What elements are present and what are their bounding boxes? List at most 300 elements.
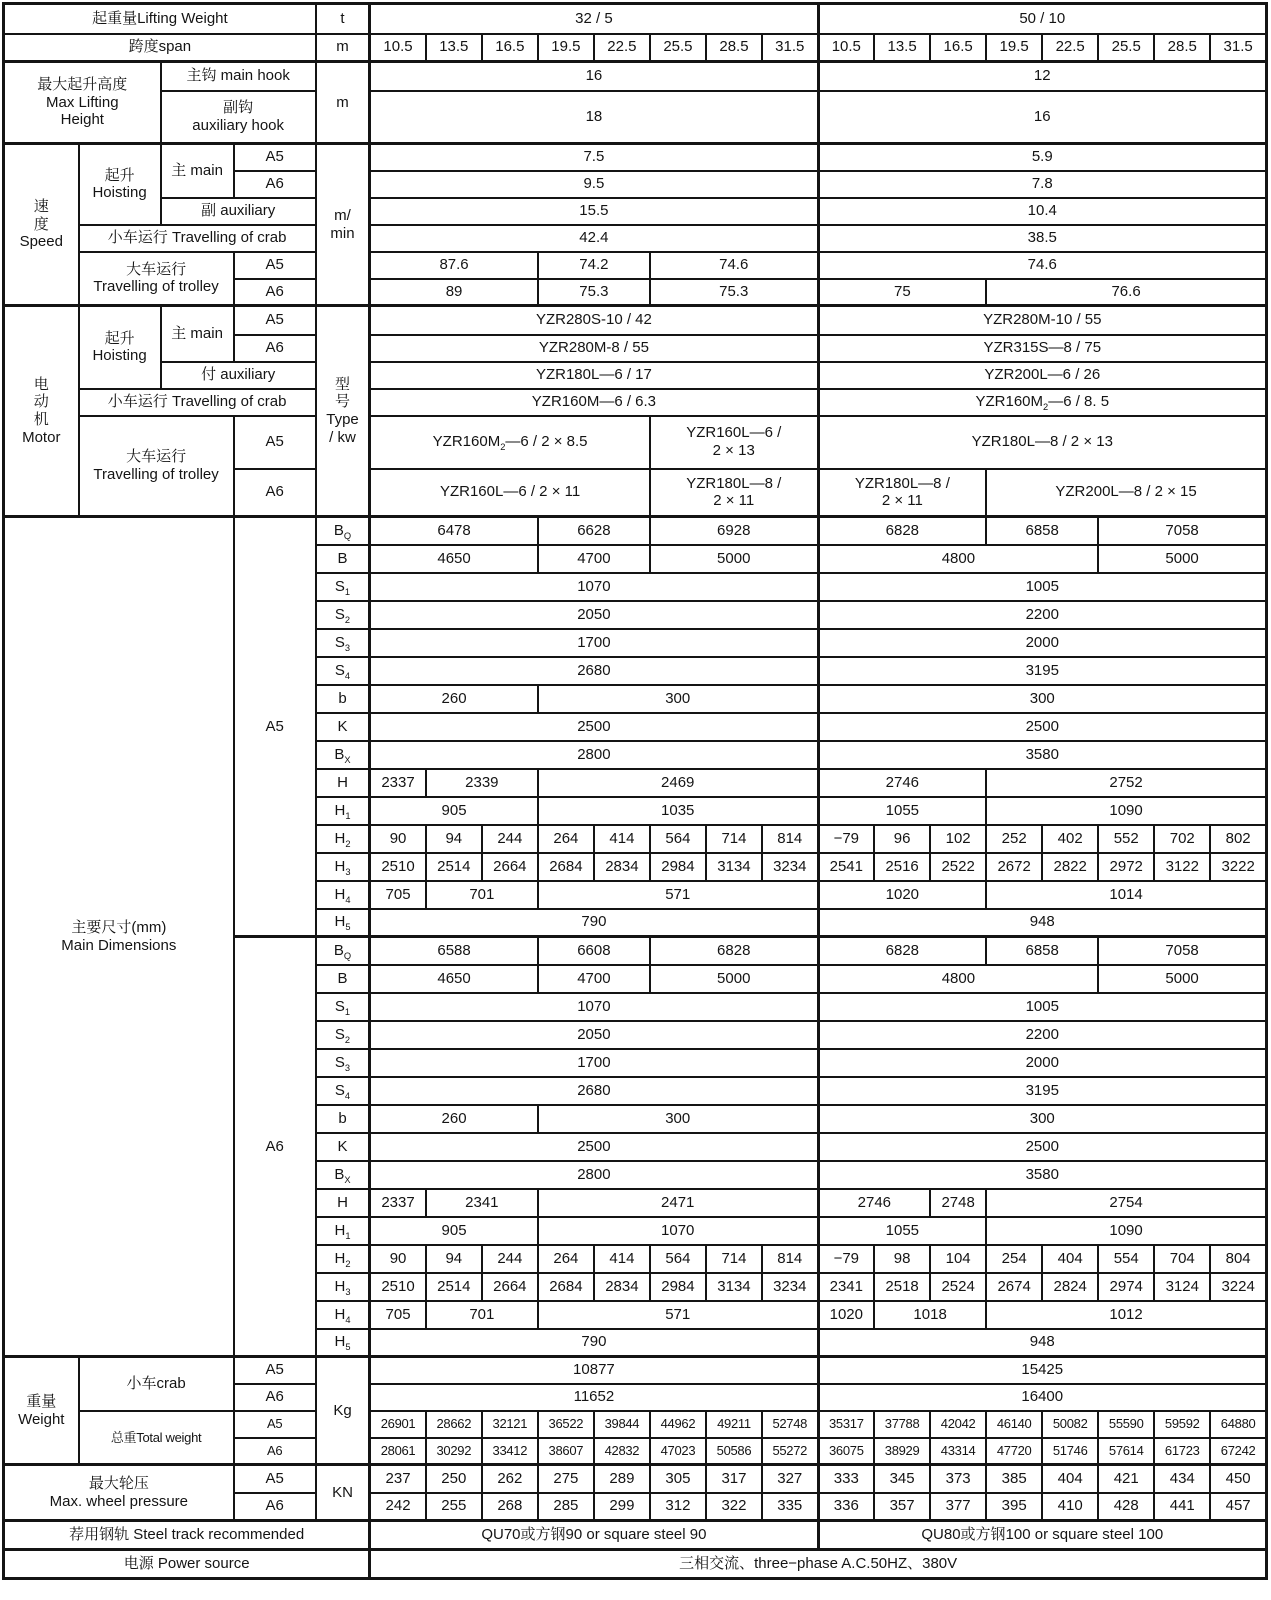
value-cell: 552 (1098, 825, 1154, 853)
value-cell: 2337 (370, 769, 426, 797)
span-value: 25.5 (650, 34, 706, 62)
value-cell: 2050 (370, 1021, 818, 1049)
param-label: $H_4$ (316, 881, 370, 909)
value-cell: 714 (706, 825, 762, 853)
value-cell: 12 (818, 62, 1266, 91)
value-cell: 2664 (482, 1273, 538, 1301)
value-cell: 260 (370, 685, 538, 713)
value-cell: 6858 (986, 517, 1098, 545)
value-cell: 7058 (1098, 517, 1266, 545)
value-cell: 2516 (874, 853, 930, 881)
value-cell: 333 (818, 1465, 874, 1493)
value-cell: $YZR160M_2—6 / 2 \times 8.5$ (370, 416, 650, 469)
param-label: $S_4$ (316, 1077, 370, 1105)
value-cell: 30292 (426, 1438, 482, 1465)
value-cell: 244 (482, 1245, 538, 1273)
value-cell: 6858 (986, 937, 1098, 965)
value-cell: 35317 (818, 1411, 874, 1438)
value-cell: 26901 (370, 1411, 426, 1438)
value-cell: −79 (818, 825, 874, 853)
value-cell: 94 (426, 825, 482, 853)
value-cell: 357 (874, 1493, 930, 1521)
value-cell: 2684 (538, 1273, 594, 1301)
value-cell: 1018 (874, 1301, 986, 1329)
value-cell: 5000 (650, 965, 818, 993)
value-cell: 1090 (986, 797, 1266, 825)
param-label: $S_1$ (316, 573, 370, 601)
value-cell: 5000 (1098, 545, 1266, 573)
param-label: $H_2$ (316, 825, 370, 853)
value-cell: 564 (650, 825, 706, 853)
value-cell: 705 (370, 881, 426, 909)
value-cell: 260 (370, 1105, 538, 1133)
value-cell: 317 (706, 1465, 762, 1493)
grade-a6: A6 (234, 1438, 316, 1465)
value-cell: 385 (986, 1465, 1042, 1493)
span-value: 19.5 (538, 34, 594, 62)
span-value: 16.5 (930, 34, 986, 62)
span-value: 19.5 (986, 34, 1042, 62)
value-cell: 87.6 (370, 252, 538, 279)
value-cell: 2469 (538, 769, 818, 797)
value-cell: 3580 (818, 1161, 1266, 1189)
grade-a6: A6 (234, 469, 316, 517)
span-value: 28.5 (1154, 34, 1210, 62)
value-cell: 2680 (370, 657, 818, 685)
value-cell: 16400 (818, 1384, 1266, 1411)
value-cell: 554 (1098, 1245, 1154, 1273)
value-cell: 441 (1154, 1493, 1210, 1521)
value-cell: 5.9 (818, 144, 1266, 171)
value-cell: 262 (482, 1465, 538, 1493)
value-cell: 64880 (1210, 1411, 1266, 1438)
span-value: 13.5 (426, 34, 482, 62)
value-cell: 2337 (370, 1189, 426, 1217)
value-cell: 2984 (650, 1273, 706, 1301)
value-cell: 289 (594, 1465, 650, 1493)
span-value: 31.5 (762, 34, 818, 62)
value-cell: 4700 (538, 545, 650, 573)
value-cell: 1012 (986, 1301, 1266, 1329)
value-cell: 336 (818, 1493, 874, 1521)
value-cell: 4800 (818, 545, 1098, 573)
param-label: $S_1$ (316, 993, 370, 1021)
spec-table (2, 2, 1268, 1580)
value-cell: 36075 (818, 1438, 874, 1465)
value-cell: 1070 (538, 1217, 818, 1245)
value-cell: YZR200L—8 / 2 × 15 (986, 469, 1266, 517)
value-cell: 571 (538, 1301, 818, 1329)
value-cell: 42832 (594, 1438, 650, 1465)
value-cell: 5000 (1098, 965, 1266, 993)
value-cell: 790 (370, 909, 818, 937)
param-label: B (316, 545, 370, 573)
value-cell: 38929 (874, 1438, 930, 1465)
value-cell: 804 (1210, 1245, 1266, 1273)
value-cell: 55590 (1098, 1411, 1154, 1438)
grade-a5: A5 (234, 144, 316, 171)
grade-a5: A5 (234, 1357, 316, 1384)
value-cell: 264 (538, 1245, 594, 1273)
value-cell: 74.2 (538, 252, 650, 279)
value-cell: 1070 (370, 993, 818, 1021)
value-cell: 237 (370, 1465, 426, 1493)
value-cell: 2000 (818, 1049, 1266, 1077)
span-value: 16.5 (482, 34, 538, 62)
value-cell: 59592 (1154, 1411, 1210, 1438)
value-cell: 3222 (1210, 853, 1266, 881)
param-label: $H_5$ (316, 909, 370, 937)
crab-travel-label: 小车运行 Travelling of crab (79, 225, 316, 252)
value-cell: 75 (818, 279, 986, 306)
value-cell: 300 (818, 685, 1266, 713)
main-dimensions-label: 主要尺寸(mm) Main Dimensions (4, 517, 234, 1357)
value-cell: 104 (930, 1245, 986, 1273)
crab-label: 小车crab (79, 1357, 234, 1411)
value-cell: 814 (762, 825, 818, 853)
param-label: b (316, 685, 370, 713)
value-cell: 2752 (986, 769, 1266, 797)
span-value: 31.5 (1210, 34, 1266, 62)
value-cell: 4800 (818, 965, 1098, 993)
value-cell: 2341 (818, 1273, 874, 1301)
crab-travel-label: 小车运行 Travelling of crab (79, 389, 316, 416)
value-cell: 1035 (538, 797, 818, 825)
value-cell: 948 (818, 909, 1266, 937)
value-cell: 76.6 (986, 279, 1266, 306)
value-cell: 300 (538, 1105, 818, 1133)
hoisting-label: 起升 Hoisting (79, 306, 161, 389)
value-cell: 3122 (1154, 853, 1210, 881)
value-cell: 6928 (650, 517, 818, 545)
param-label: H (316, 769, 370, 797)
param-label: K (316, 1133, 370, 1161)
value-cell: 50586 (706, 1438, 762, 1465)
value-cell: 2514 (426, 853, 482, 881)
value-cell: 705 (370, 1301, 426, 1329)
value-cell: 1020 (818, 881, 986, 909)
unit-t: t (316, 4, 370, 34)
value-cell: $YZR160M_2—6 / 8$. 5 (818, 389, 1266, 416)
value-cell: 2518 (874, 1273, 930, 1301)
value-cell: YZR160M—6 / 6.3 (370, 389, 818, 416)
value-cell: 802 (1210, 825, 1266, 853)
value-cell: YZR160L—6 / 2 × 11 (370, 469, 650, 517)
value-cell: 3580 (818, 741, 1266, 769)
value-cell: 4700 (538, 965, 650, 993)
value-cell: 2522 (930, 853, 986, 881)
value-cell: 948 (818, 1329, 1266, 1357)
grade-a6: A6 (234, 1384, 316, 1411)
value-cell: 3195 (818, 657, 1266, 685)
value-cell: YZR160L—6 / 2 × 13 (650, 416, 818, 469)
unit-m-min: m/ min (316, 144, 370, 306)
value-cell: 421 (1098, 1465, 1154, 1493)
value-cell: 2500 (818, 1133, 1266, 1161)
value-cell: YZR180L—8 / 2 × 11 (650, 469, 818, 517)
value-cell: 52748 (762, 1411, 818, 1438)
unit-kn: KN (316, 1465, 370, 1521)
span-label: 跨度span (4, 34, 316, 62)
value-cell: 1700 (370, 1049, 818, 1077)
value-cell: 1005 (818, 993, 1266, 1021)
param-label: b (316, 1105, 370, 1133)
wheel-pressure-label: 最大轮压 Max. wheel pressure (4, 1465, 234, 1521)
value-cell: 11652 (370, 1384, 818, 1411)
param-label: $S_4$ (316, 657, 370, 685)
value-cell: 94 (426, 1245, 482, 1273)
param-label: $H_2$ (316, 1245, 370, 1273)
grade-a5: A5 (234, 1411, 316, 1438)
param-label: $B_Q$ (316, 517, 370, 545)
value-cell: 42042 (930, 1411, 986, 1438)
value-cell: 6478 (370, 517, 538, 545)
value-cell: 2754 (986, 1189, 1266, 1217)
value-cell: 7.8 (818, 171, 1266, 198)
value-cell: 2471 (538, 1189, 818, 1217)
value-cell: 75.3 (538, 279, 650, 306)
value-cell: 814 (762, 1245, 818, 1273)
max-lifting-height-label: 最大起升高度 Max Lifting Height (4, 62, 161, 144)
value-cell: 2541 (818, 853, 874, 881)
value-cell: 33412 (482, 1438, 538, 1465)
value-cell: 61723 (1154, 1438, 1210, 1465)
value-cell: 46140 (986, 1411, 1042, 1438)
value-cell: 322 (706, 1493, 762, 1521)
value-cell: 457 (1210, 1493, 1266, 1521)
value-cell: 2680 (370, 1077, 818, 1105)
value-cell: 18 (370, 91, 818, 144)
value-cell: 410 (1042, 1493, 1098, 1521)
value-cell: YZR280M-8 / 55 (370, 335, 818, 362)
value-cell: 414 (594, 825, 650, 853)
value-cell: 1055 (818, 1217, 986, 1245)
value-cell: 9.5 (370, 171, 818, 198)
value-cell: 47720 (986, 1438, 1042, 1465)
value-cell: 312 (650, 1493, 706, 1521)
weight-label: 重量 Weight (4, 1357, 79, 1465)
spec-table-body (4, 4, 1267, 1579)
value-cell: 74.6 (650, 252, 818, 279)
value-cell: 32121 (482, 1411, 538, 1438)
value-cell: 2050 (370, 601, 818, 629)
value-cell: 74.6 (818, 252, 1266, 279)
value-cell: 2800 (370, 1161, 818, 1189)
value-cell: 2800 (370, 741, 818, 769)
value-cell: 395 (986, 1493, 1042, 1521)
trolley-travel-label: 大车运行 Travelling of trolley (79, 252, 234, 306)
trolley-travel-label: 大车运行 Travelling of trolley (79, 416, 234, 517)
param-label: B (316, 965, 370, 993)
value-cell: 2834 (594, 1273, 650, 1301)
value-cell: 38.5 (818, 225, 1266, 252)
value-cell: 377 (930, 1493, 986, 1521)
value-cell: 42.4 (370, 225, 818, 252)
value-cell: 4650 (370, 545, 538, 573)
value-cell: 564 (650, 1245, 706, 1273)
value-cell: 2341 (426, 1189, 538, 1217)
value-cell: 4650 (370, 965, 538, 993)
value-cell: 50082 (1042, 1411, 1098, 1438)
param-label: $S_2$ (316, 1021, 370, 1049)
value-cell: 704 (1154, 1245, 1210, 1273)
value-cell: 3124 (1154, 1273, 1210, 1301)
value-cell: 414 (594, 1245, 650, 1273)
param-label: K (316, 713, 370, 741)
value-cell: 905 (370, 1217, 538, 1245)
value-cell: 300 (538, 685, 818, 713)
value-cell: 3234 (762, 853, 818, 881)
value-cell: 98 (874, 1245, 930, 1273)
value-cell: 3195 (818, 1077, 1266, 1105)
value-cell: YZR315S—8 / 75 (818, 335, 1266, 362)
value-cell: 264 (538, 825, 594, 853)
value-cell: 242 (370, 1493, 426, 1521)
motor-label: 电 动 机 Motor (4, 306, 79, 517)
value-cell: 2748 (930, 1189, 986, 1217)
value-cell: 2500 (370, 1133, 818, 1161)
value-cell: YZR180L—8 / 2 × 11 (818, 469, 986, 517)
param-label: $H_1$ (316, 1217, 370, 1245)
value-cell: 3134 (706, 1273, 762, 1301)
value-cell: 255 (426, 1493, 482, 1521)
value-cell: 16 (818, 91, 1266, 144)
value-cell: 2339 (426, 769, 538, 797)
value-cell: 6828 (818, 517, 986, 545)
grade-a5: A5 (234, 306, 316, 335)
value-cell: 96 (874, 825, 930, 853)
auxiliary-label: 付 auxiliary (161, 362, 316, 389)
grade-a5: A5 (234, 252, 316, 279)
grade-a5: A5 (234, 517, 316, 937)
value-cell: 2984 (650, 853, 706, 881)
value-cell: 6828 (650, 937, 818, 965)
value-cell: 2664 (482, 853, 538, 881)
value-cell: 2746 (818, 1189, 930, 1217)
value-cell: 701 (426, 1301, 538, 1329)
value-cell: 10.4 (818, 198, 1266, 225)
span-value: 22.5 (594, 34, 650, 62)
value-cell: 450 (1210, 1465, 1266, 1493)
value-cell: 75.3 (650, 279, 818, 306)
value-cell: 2500 (818, 713, 1266, 741)
value-cell: 6608 (538, 937, 650, 965)
value-cell: 90 (370, 1245, 426, 1273)
value-cell: 285 (538, 1493, 594, 1521)
lifting-weight-label: 起重量Lifting Weight (4, 4, 316, 34)
value-cell: 2200 (818, 601, 1266, 629)
value-cell: 3134 (706, 853, 762, 881)
value-cell: 90 (370, 825, 426, 853)
value-cell: 15425 (818, 1357, 1266, 1384)
value-cell: 37788 (874, 1411, 930, 1438)
grade-a5: A5 (234, 1465, 316, 1493)
capacity-50-10: 50 / 10 (818, 4, 1266, 34)
value-cell: 39844 (594, 1411, 650, 1438)
value-cell: 2834 (594, 853, 650, 881)
value-cell: 57614 (1098, 1438, 1154, 1465)
value-cell: 55272 (762, 1438, 818, 1465)
value-cell: 5000 (650, 545, 818, 573)
value-cell: 15.5 (370, 198, 818, 225)
param-label: $H_3$ (316, 1273, 370, 1301)
span-value: 10.5 (370, 34, 426, 62)
value-cell: 702 (1154, 825, 1210, 853)
span-value: 28.5 (706, 34, 762, 62)
value-cell: 2674 (986, 1273, 1042, 1301)
param-label: H (316, 1189, 370, 1217)
value-cell: 2824 (1042, 1273, 1098, 1301)
value-cell: 327 (762, 1465, 818, 1493)
unit-m: m (316, 62, 370, 144)
value-cell: 1014 (986, 881, 1266, 909)
speed-label: 速 度 Speed (4, 144, 79, 306)
value-cell: 3234 (762, 1273, 818, 1301)
value-cell: 28061 (370, 1438, 426, 1465)
span-value: 25.5 (1098, 34, 1154, 62)
value-cell: 10877 (370, 1357, 818, 1384)
value-cell: 2972 (1098, 853, 1154, 881)
steel-track-label: 荐用钢轨 Steel track recommended (4, 1521, 370, 1550)
value-cell: 2510 (370, 1273, 426, 1301)
value-cell: 2500 (370, 713, 818, 741)
auxiliary-label: 副 auxiliary (161, 198, 316, 225)
value-cell: 299 (594, 1493, 650, 1521)
value-cell: 345 (874, 1465, 930, 1493)
param-label: $S_3$ (316, 629, 370, 657)
grade-a6: A6 (234, 937, 316, 1357)
value-cell: 2514 (426, 1273, 482, 1301)
param-label: $B_X$ (316, 1161, 370, 1189)
value-cell: 300 (818, 1105, 1266, 1133)
value-cell: YZR280S-10 / 42 (370, 306, 818, 335)
value-cell: 44962 (650, 1411, 706, 1438)
value-cell: 102 (930, 825, 986, 853)
span-value: 13.5 (874, 34, 930, 62)
grade-a5: A5 (234, 416, 316, 469)
value-cell: 49211 (706, 1411, 762, 1438)
value-cell: 3224 (1210, 1273, 1266, 1301)
value-cell: 268 (482, 1493, 538, 1521)
value-cell: 36522 (538, 1411, 594, 1438)
aux-hook-label: 副钩 auxiliary hook (161, 91, 316, 144)
value-cell: 335 (762, 1493, 818, 1521)
value-cell: YZR200L—6 / 26 (818, 362, 1266, 389)
value-cell: 67242 (1210, 1438, 1266, 1465)
value-cell: 2974 (1098, 1273, 1154, 1301)
value-cell: 2672 (986, 853, 1042, 881)
value-cell: 2524 (930, 1273, 986, 1301)
value-cell: 428 (1098, 1493, 1154, 1521)
value-cell: 1070 (370, 573, 818, 601)
value-cell: 47023 (650, 1438, 706, 1465)
param-label: $S_3$ (316, 1049, 370, 1077)
value-cell: 790 (370, 1329, 818, 1357)
value-cell: 434 (1154, 1465, 1210, 1493)
value-cell: 275 (538, 1465, 594, 1493)
param-label: $B_X$ (316, 741, 370, 769)
param-label: $B_Q$ (316, 937, 370, 965)
steel-track-value: QU70或方钢90 or square steel 90 (370, 1521, 818, 1550)
value-cell: 244 (482, 825, 538, 853)
hoisting-label: 起升 Hoisting (79, 144, 161, 225)
value-cell: 305 (650, 1465, 706, 1493)
span-value: 10.5 (818, 34, 874, 62)
value-cell: 28662 (426, 1411, 482, 1438)
param-label: $H_3$ (316, 853, 370, 881)
type-kw-unit: 型 号 Type / kw (316, 306, 370, 517)
value-cell: 2822 (1042, 853, 1098, 881)
